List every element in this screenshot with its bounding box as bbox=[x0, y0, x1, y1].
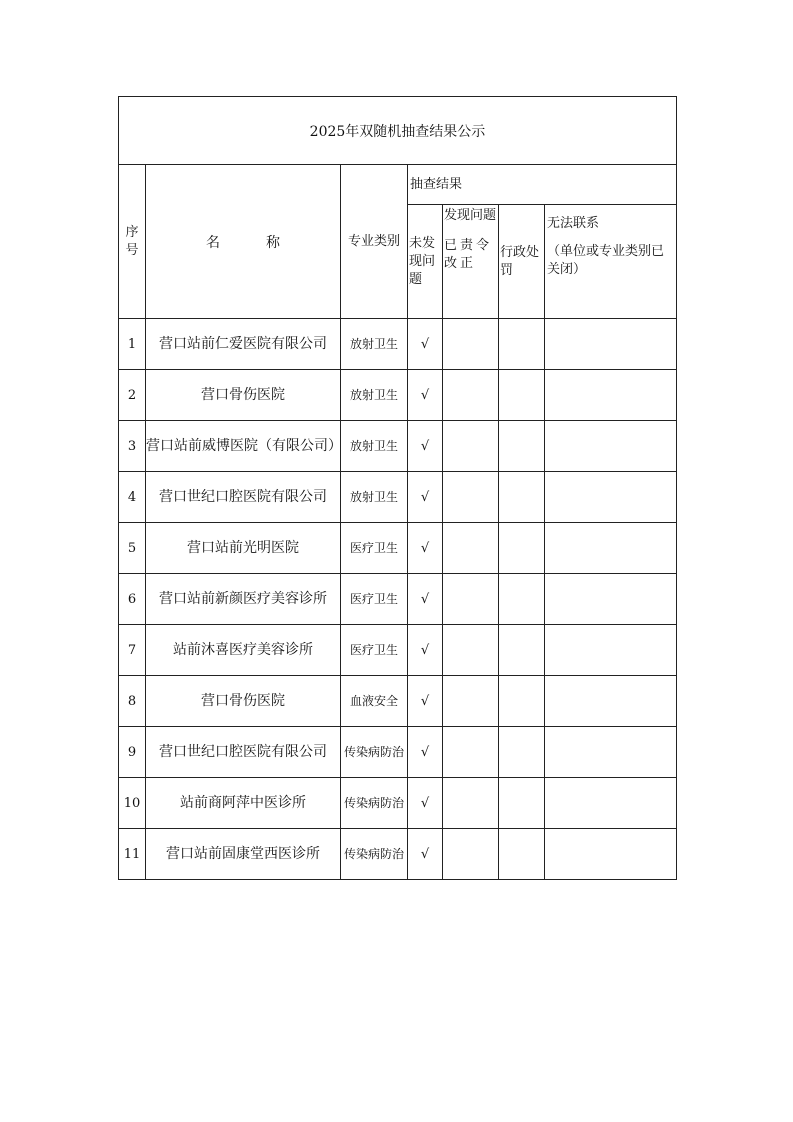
unreachable-note: （单位或专业类别已关闭） bbox=[547, 244, 665, 277]
row-category: 医疗卫生 bbox=[341, 523, 408, 574]
index-header bbox=[119, 165, 146, 319]
row-index: 7 bbox=[119, 625, 146, 676]
row-index: 6 bbox=[119, 574, 146, 625]
table-row bbox=[119, 370, 677, 421]
row-name: 营口骨伤医院 bbox=[146, 676, 341, 727]
row-no-problem: √ bbox=[408, 829, 443, 880]
row-category: 放射卫生 bbox=[341, 472, 408, 523]
row-name: 站前沐喜医疗美容诊所 bbox=[146, 625, 341, 676]
row-problem-found bbox=[443, 829, 499, 880]
table-row bbox=[119, 676, 677, 727]
row-category: 医疗卫生 bbox=[341, 625, 408, 676]
row-admin-penalty bbox=[499, 421, 545, 472]
row-problem-found bbox=[443, 421, 499, 472]
row-category: 传染病防治 bbox=[341, 778, 408, 829]
row-category: 传染病防治 bbox=[341, 727, 408, 778]
row-problem-found bbox=[443, 625, 499, 676]
table-row bbox=[119, 421, 677, 472]
row-name: 营口世纪口腔医院有限公司 bbox=[146, 472, 341, 523]
name-header-left: 名 bbox=[206, 234, 220, 251]
row-admin-penalty bbox=[499, 472, 545, 523]
row-no-problem: √ bbox=[408, 319, 443, 370]
table-row bbox=[119, 829, 677, 880]
row-admin-penalty bbox=[499, 319, 545, 370]
row-index: 2 bbox=[119, 370, 146, 421]
row-category: 放射卫生 bbox=[341, 421, 408, 472]
row-unreachable bbox=[545, 829, 677, 880]
row-unreachable bbox=[545, 778, 677, 829]
row-no-problem: √ bbox=[408, 523, 443, 574]
row-admin-penalty bbox=[499, 778, 545, 829]
row-unreachable bbox=[545, 676, 677, 727]
row-category: 医疗卫生 bbox=[341, 574, 408, 625]
row-admin-penalty bbox=[499, 829, 545, 880]
problem-found-label: 发现问题 bbox=[444, 208, 497, 223]
admin-penalty-header bbox=[499, 205, 545, 319]
problem-found-header bbox=[443, 205, 499, 319]
table-row bbox=[119, 625, 677, 676]
name-header-right: 称 bbox=[266, 234, 280, 251]
row-admin-penalty bbox=[499, 370, 545, 421]
ordered-correction-label: 已责令改正 bbox=[444, 238, 493, 271]
row-unreachable bbox=[545, 370, 677, 421]
row-unreachable bbox=[545, 472, 677, 523]
row-name: 营口站前威博医院（有限公司） bbox=[146, 421, 341, 472]
row-problem-found bbox=[443, 676, 499, 727]
row-problem-found bbox=[443, 574, 499, 625]
row-unreachable bbox=[545, 625, 677, 676]
row-name: 营口骨伤医院 bbox=[146, 370, 341, 421]
table-row bbox=[119, 319, 677, 370]
row-category: 放射卫生 bbox=[341, 319, 408, 370]
row-admin-penalty bbox=[499, 625, 545, 676]
row-name: 营口站前仁爱医院有限公司 bbox=[146, 319, 341, 370]
row-no-problem: √ bbox=[408, 625, 443, 676]
row-no-problem: √ bbox=[408, 421, 443, 472]
row-unreachable bbox=[545, 574, 677, 625]
table-title: 2025年双随机抽查结果公示 bbox=[119, 97, 677, 165]
table-row bbox=[119, 472, 677, 523]
results-table bbox=[118, 96, 677, 880]
row-name: 营口站前新颜医疗美容诊所 bbox=[146, 574, 341, 625]
row-index: 9 bbox=[119, 727, 146, 778]
row-index: 5 bbox=[119, 523, 146, 574]
unreachable-header bbox=[545, 205, 677, 319]
row-admin-penalty bbox=[499, 574, 545, 625]
admin-penalty-label: 行政处罚 bbox=[500, 244, 540, 278]
row-name: 营口站前固康堂西医诊所 bbox=[146, 829, 341, 880]
row-unreachable bbox=[545, 319, 677, 370]
row-problem-found bbox=[443, 523, 499, 574]
row-no-problem: √ bbox=[408, 574, 443, 625]
table-row bbox=[119, 778, 677, 829]
row-no-problem: √ bbox=[408, 370, 443, 421]
row-category: 血液安全 bbox=[341, 676, 408, 727]
row-index: 3 bbox=[119, 421, 146, 472]
row-no-problem: √ bbox=[408, 472, 443, 523]
row-problem-found bbox=[443, 370, 499, 421]
index-header-label: 序号 bbox=[125, 224, 139, 258]
row-problem-found bbox=[443, 472, 499, 523]
table-row bbox=[119, 523, 677, 574]
row-no-problem: √ bbox=[408, 727, 443, 778]
row-name: 营口世纪口腔医院有限公司 bbox=[146, 727, 341, 778]
row-index: 10 bbox=[119, 778, 146, 829]
row-admin-penalty bbox=[499, 727, 545, 778]
row-index: 8 bbox=[119, 676, 146, 727]
row-unreachable bbox=[545, 421, 677, 472]
row-unreachable bbox=[545, 727, 677, 778]
row-unreachable bbox=[545, 523, 677, 574]
row-index: 1 bbox=[119, 319, 146, 370]
name-header bbox=[146, 165, 341, 319]
row-admin-penalty bbox=[499, 523, 545, 574]
row-problem-found bbox=[443, 778, 499, 829]
row-name: 营口站前光明医院 bbox=[146, 523, 341, 574]
category-header: 专业类别 bbox=[341, 165, 408, 319]
no-problem-header-label: 未发现问题 bbox=[409, 235, 436, 287]
row-index: 11 bbox=[119, 829, 146, 880]
unreachable-label: 无法联系 bbox=[547, 216, 600, 231]
row-index: 4 bbox=[119, 472, 146, 523]
row-name: 站前商阿萍中医诊所 bbox=[146, 778, 341, 829]
row-category: 放射卫生 bbox=[341, 370, 408, 421]
row-no-problem: √ bbox=[408, 778, 443, 829]
table-row bbox=[119, 574, 677, 625]
row-no-problem: √ bbox=[408, 676, 443, 727]
table-row bbox=[119, 727, 677, 778]
no-problem-header bbox=[408, 205, 443, 319]
row-problem-found bbox=[443, 319, 499, 370]
results-group-header: 抽查结果 bbox=[408, 165, 677, 205]
row-category: 传染病防治 bbox=[341, 829, 408, 880]
row-problem-found bbox=[443, 727, 499, 778]
row-admin-penalty bbox=[499, 676, 545, 727]
